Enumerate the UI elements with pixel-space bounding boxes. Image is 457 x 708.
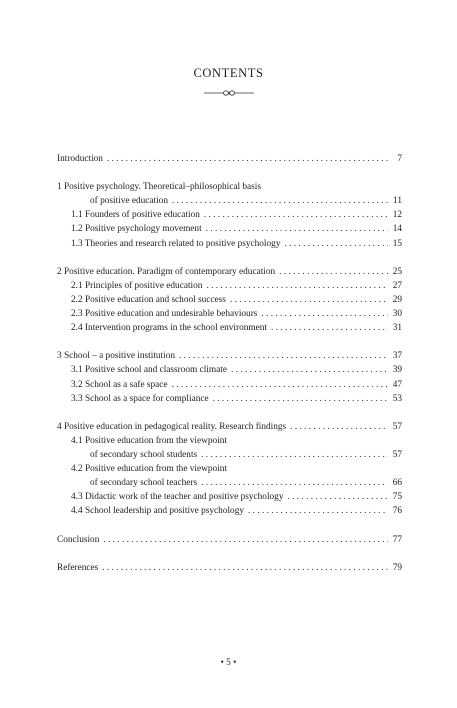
toc-label: 1.1 Founders of positive education bbox=[71, 210, 200, 221]
dot-leader bbox=[287, 490, 388, 504]
dot-leader bbox=[279, 265, 388, 279]
toc-label: 2.1 Principles of positive education bbox=[71, 280, 203, 291]
toc-entry-section-2-1[interactable] bbox=[57, 279, 402, 293]
dot-leader bbox=[201, 448, 388, 462]
toc-label: of secondary school students bbox=[90, 449, 198, 460]
toc-page-number: 66 bbox=[392, 478, 402, 489]
toc-entry-section-4-1-title[interactable]: 4.1 Positive education from the viewpoint bbox=[71, 435, 227, 446]
toc-label: References bbox=[57, 562, 99, 573]
toc-page-number: 27 bbox=[392, 280, 402, 291]
dot-leader bbox=[172, 378, 388, 392]
toc-label: of secondary school teachers bbox=[90, 478, 198, 489]
toc-label: 4.4 School leadership and positive psychology bbox=[71, 506, 245, 517]
toc-page-number: 12 bbox=[392, 210, 402, 221]
toc-label: 2.2 Positive education and school success bbox=[71, 294, 226, 305]
page-title: CONTENTS bbox=[193, 66, 264, 80]
toc-label: 3.1 Positive school and classroom climate bbox=[71, 365, 227, 376]
toc-entry-conclusion[interactable] bbox=[57, 533, 402, 547]
dot-leader bbox=[206, 222, 388, 236]
dot-leader bbox=[213, 392, 388, 406]
toc-page-number: 25 bbox=[392, 266, 402, 277]
dot-leader bbox=[204, 208, 388, 222]
dot-leader bbox=[230, 293, 388, 307]
dot-leader bbox=[107, 152, 388, 166]
toc-entry-section-2-3[interactable] bbox=[57, 307, 402, 321]
toc-page-number: 76 bbox=[392, 506, 402, 517]
dot-leader bbox=[248, 504, 388, 518]
toc-entry-section-4-2-title[interactable]: 4.2 Positive education from the viewpoint bbox=[71, 464, 227, 475]
toc-page-number: 31 bbox=[392, 323, 402, 334]
toc-entry-section-1-3[interactable] bbox=[57, 237, 402, 251]
toc-entry-chapter-4[interactable] bbox=[57, 420, 402, 434]
toc-page-number: 57 bbox=[392, 449, 402, 460]
table-of-contents bbox=[57, 152, 402, 575]
dot-leader bbox=[201, 476, 388, 490]
toc-page-number: 57 bbox=[392, 421, 402, 432]
toc-page-number: 75 bbox=[392, 492, 402, 503]
toc-label: 1.3 Theories and research related to positive psychology bbox=[71, 238, 281, 249]
dot-leader bbox=[179, 349, 388, 363]
toc-entry-section-3-1[interactable] bbox=[57, 363, 402, 377]
toc-entry-references[interactable] bbox=[57, 561, 402, 575]
dot-leader bbox=[290, 420, 388, 434]
toc-entry-section-3-3[interactable] bbox=[57, 392, 402, 406]
toc-entry-chapter-1-title[interactable]: 1 Positive psychology. Theoretical–philosophical basis bbox=[57, 182, 261, 193]
toc-entry-section-2-2[interactable] bbox=[57, 293, 402, 307]
toc-page-number: 77 bbox=[392, 534, 402, 545]
toc-label: 3.3 School as a space for compliance bbox=[71, 393, 209, 404]
dot-leader bbox=[231, 363, 388, 377]
toc-label: Conclusion bbox=[57, 534, 100, 545]
toc-label: 1.2 Positive psychology movement bbox=[71, 224, 202, 235]
dot-leader bbox=[271, 321, 388, 335]
toc-page-number: 79 bbox=[392, 562, 402, 573]
toc-page-number: 30 bbox=[392, 309, 402, 320]
toc-label: 4 Positive education in pedagogical reality. Research findings bbox=[57, 421, 287, 432]
toc-page-number: 53 bbox=[392, 393, 402, 404]
toc-page-number: 29 bbox=[392, 294, 402, 305]
toc-page-number: 39 bbox=[392, 365, 402, 376]
toc-entry-introduction[interactable] bbox=[57, 152, 402, 166]
toc-label: 3.2 School as a safe space bbox=[71, 379, 168, 390]
toc-label: of positive education bbox=[90, 196, 168, 207]
dot-leader bbox=[172, 194, 388, 208]
toc-page-number: 14 bbox=[392, 224, 402, 235]
toc-label: 2.3 Positive education and undesirable behaviours bbox=[71, 309, 258, 320]
toc-label: 2 Positive education. Paradigm of contemporary education bbox=[57, 266, 276, 277]
toc-entry-section-4-4[interactable] bbox=[57, 504, 402, 518]
toc-label: 4.3 Didactic work of the teacher and positive psychology bbox=[71, 492, 284, 503]
toc-entry-chapter-2[interactable] bbox=[57, 265, 402, 279]
dot-leader bbox=[261, 307, 388, 321]
toc-page-number: 47 bbox=[392, 379, 402, 390]
toc-entry-chapter-3[interactable] bbox=[57, 349, 402, 363]
toc-entry-section-2-4[interactable] bbox=[57, 321, 402, 335]
toc-page-number: 15 bbox=[392, 238, 402, 249]
toc-entry-section-3-2[interactable] bbox=[57, 378, 402, 392]
page-number: • 5 • bbox=[220, 658, 237, 668]
dot-leader bbox=[103, 533, 388, 547]
toc-label: 2.4 Intervention programs in the school environment bbox=[71, 323, 267, 334]
toc-page-number: 11 bbox=[393, 196, 402, 207]
toc-entry-section-1-2[interactable] bbox=[57, 222, 402, 236]
toc-page-number: 37 bbox=[392, 351, 402, 362]
toc-label: Introduction bbox=[57, 154, 103, 164]
toc-entry-section-4-3[interactable] bbox=[57, 490, 402, 504]
dot-leader bbox=[206, 279, 388, 293]
dot-leader bbox=[284, 237, 388, 251]
dot-leader bbox=[102, 561, 388, 575]
ornament-divider-icon bbox=[204, 88, 254, 98]
toc-page-number: 7 bbox=[397, 154, 402, 164]
toc-entry-section-4-1[interactable] bbox=[57, 448, 402, 462]
toc-label: 3 School – a positive institution bbox=[57, 351, 176, 362]
toc-entry-section-1-1[interactable] bbox=[57, 208, 402, 222]
toc-entry-chapter-1[interactable] bbox=[57, 194, 402, 208]
toc-entry-section-4-2[interactable] bbox=[57, 476, 402, 490]
